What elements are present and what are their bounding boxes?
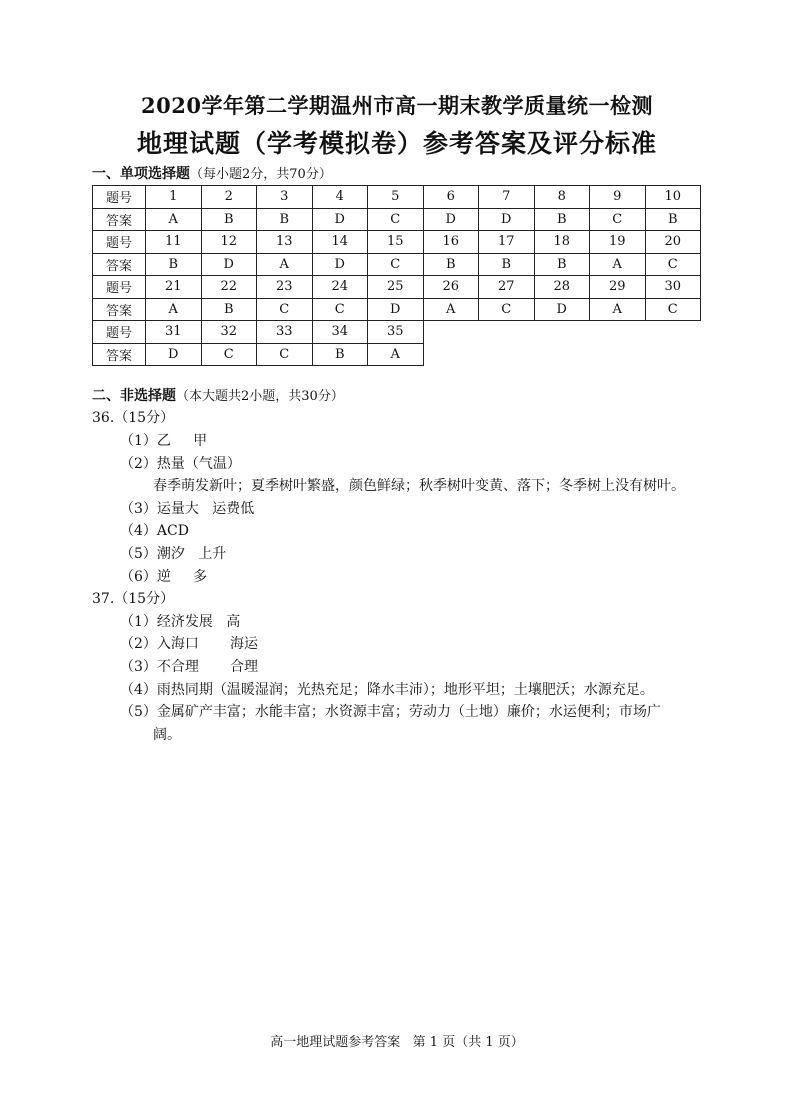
- row-label-question: 题号: [93, 186, 146, 209]
- answer-cell: D: [201, 253, 257, 276]
- answer-cell: B: [201, 208, 257, 231]
- question-number-cell: 28: [534, 276, 590, 299]
- answer-cell: B: [645, 208, 701, 231]
- answer-cell: C: [590, 208, 646, 231]
- answer-cell: B: [423, 253, 479, 276]
- section-1-title: 一、单项选择题: [92, 166, 190, 182]
- q36-item-5: （5）潮汐 上升: [120, 546, 227, 562]
- answer-cell: D: [312, 253, 368, 276]
- question-number-cell: 13: [257, 231, 313, 254]
- row-label-question: 题号: [93, 321, 146, 344]
- section-2-heading: [92, 385, 344, 405]
- empty-cell: [590, 343, 646, 366]
- row-label-answer: 答案: [93, 208, 146, 231]
- section-2-title: 二、非选择题: [92, 388, 176, 404]
- empty-cell: [479, 321, 535, 344]
- table-row: [93, 298, 701, 321]
- question-number-cell: 6: [423, 186, 479, 209]
- answer-cell: C: [645, 253, 701, 276]
- q37-item-5-cont: 阔。: [153, 727, 181, 743]
- q36-item-1: （1）乙 甲: [120, 433, 208, 449]
- answer-cell: A: [590, 253, 646, 276]
- row-label-answer: 答案: [93, 298, 146, 321]
- question-number-cell: 27: [479, 276, 535, 299]
- answer-cell: C: [479, 298, 535, 321]
- answer-cell: C: [257, 343, 313, 366]
- question-number-cell: 1: [146, 186, 202, 209]
- row-label-answer: 答案: [93, 253, 146, 276]
- answer-cell: C: [257, 298, 313, 321]
- answer-cell: A: [146, 298, 202, 321]
- question-number-cell: 31: [146, 321, 202, 344]
- table-row: [93, 253, 701, 276]
- question-number-cell: 35: [368, 321, 424, 344]
- answer-cell: B: [257, 208, 313, 231]
- question-number-cell: 7: [479, 186, 535, 209]
- answer-cell: B: [312, 343, 368, 366]
- question-number-cell: 19: [590, 231, 646, 254]
- answer-cell: C: [368, 208, 424, 231]
- answer-cell: D: [479, 208, 535, 231]
- answer-cell: A: [590, 298, 646, 321]
- question-number-cell: 16: [423, 231, 479, 254]
- question-number-cell: 3: [257, 186, 313, 209]
- empty-cell: [423, 321, 479, 344]
- answer-cell: B: [146, 253, 202, 276]
- q36-item-3: （3）运量大 运费低: [120, 501, 255, 517]
- table-row: [93, 343, 701, 366]
- question-number-cell: 21: [146, 276, 202, 299]
- empty-cell: [534, 321, 590, 344]
- table-row: [93, 186, 701, 209]
- answer-cell: C: [312, 298, 368, 321]
- q36-item-2: （2）热量（气温）: [120, 456, 241, 472]
- title-line-2: 地理试题（学考模拟卷）参考答案及评分标准: [136, 129, 657, 158]
- q36-item-4: （4）ACD: [120, 523, 189, 539]
- answer-cell: A: [368, 343, 424, 366]
- table-row: [93, 321, 701, 344]
- empty-cell: [645, 343, 701, 366]
- table-row: [93, 208, 701, 231]
- q37-item-3: （3）不合理 合理: [120, 659, 259, 675]
- row-label-answer: 答案: [93, 343, 146, 366]
- q36-item-2-detail: 春季萌发新叶；夏季树叶繁盛，颜色鲜绿；秋季树叶变黄、落下；冬季树上没有树叶。: [153, 478, 685, 494]
- answer-cell: B: [201, 298, 257, 321]
- question-number-cell: 2: [201, 186, 257, 209]
- q37-label: 37.（15分）: [92, 591, 175, 607]
- question-number-cell: 8: [534, 186, 590, 209]
- q36-label: 36.（15分）: [92, 410, 175, 426]
- answer-cell: D: [312, 208, 368, 231]
- question-number-cell: 24: [312, 276, 368, 299]
- answer-cell: C: [368, 253, 424, 276]
- question-number-cell: 25: [368, 276, 424, 299]
- q37-item-1: （1）经济发展 高: [120, 614, 241, 630]
- question-number-cell: 30: [645, 276, 701, 299]
- section-2-note: （本大题共2小题，共30分）: [176, 389, 344, 404]
- question-number-cell: 18: [534, 231, 590, 254]
- row-label-question: 题号: [93, 276, 146, 299]
- section-1-note: （每小题2分，共70分）: [190, 167, 332, 182]
- answer-cell: D: [534, 298, 590, 321]
- answer-cell: B: [534, 208, 590, 231]
- answer-cell: A: [146, 208, 202, 231]
- question-number-cell: 5: [368, 186, 424, 209]
- question-number-cell: 4: [312, 186, 368, 209]
- q36-item-6: （6）逆 多: [120, 569, 208, 585]
- answer-cell: A: [257, 253, 313, 276]
- question-number-cell: 33: [257, 321, 313, 344]
- q37-item-2: （2）入海口 海运: [120, 636, 259, 652]
- q37-item-4: （4）雨热同期（温暖湿润；光热充足；降水丰沛）；地形平坦；土壤肥沃；水源充足。: [120, 682, 654, 698]
- empty-cell: [645, 321, 701, 344]
- answer-cell: C: [645, 298, 701, 321]
- question-number-cell: 10: [645, 186, 701, 209]
- row-label-question: 题号: [93, 231, 146, 254]
- question-number-cell: 29: [590, 276, 646, 299]
- question-number-cell: 17: [479, 231, 535, 254]
- answer-cell: B: [479, 253, 535, 276]
- question-number-cell: 12: [201, 231, 257, 254]
- question-number-cell: 11: [146, 231, 202, 254]
- table-row: [93, 276, 701, 299]
- answer-cell: D: [368, 298, 424, 321]
- answer-cell: D: [146, 343, 202, 366]
- question-number-cell: 9: [590, 186, 646, 209]
- answer-cell: A: [423, 298, 479, 321]
- table-row: [93, 231, 701, 254]
- title-line-1: 2020学年第二学期温州市高一期末教学质量统一检测: [141, 93, 653, 118]
- q37-item-5: （5）金属矿产丰富；水能丰富；水资源丰富；劳动力（土地）廉价；水运便利；市场广: [120, 704, 661, 720]
- section-1-heading: [92, 163, 332, 183]
- answer-table: [92, 185, 701, 366]
- empty-cell: [590, 321, 646, 344]
- answer-cell: C: [201, 343, 257, 366]
- question-number-cell: 23: [257, 276, 313, 299]
- question-number-cell: 34: [312, 321, 368, 344]
- answer-cell: D: [423, 208, 479, 231]
- question-number-cell: 32: [201, 321, 257, 344]
- question-number-cell: 26: [423, 276, 479, 299]
- empty-cell: [534, 343, 590, 366]
- question-number-cell: 22: [201, 276, 257, 299]
- question-number-cell: 14: [312, 231, 368, 254]
- empty-cell: [423, 343, 479, 366]
- answer-cell: B: [534, 253, 590, 276]
- empty-cell: [479, 343, 535, 366]
- question-number-cell: 15: [368, 231, 424, 254]
- page-footer: 高一地理试题参考答案 第 1 页（共 1 页）: [270, 1035, 524, 1050]
- question-number-cell: 20: [645, 231, 701, 254]
